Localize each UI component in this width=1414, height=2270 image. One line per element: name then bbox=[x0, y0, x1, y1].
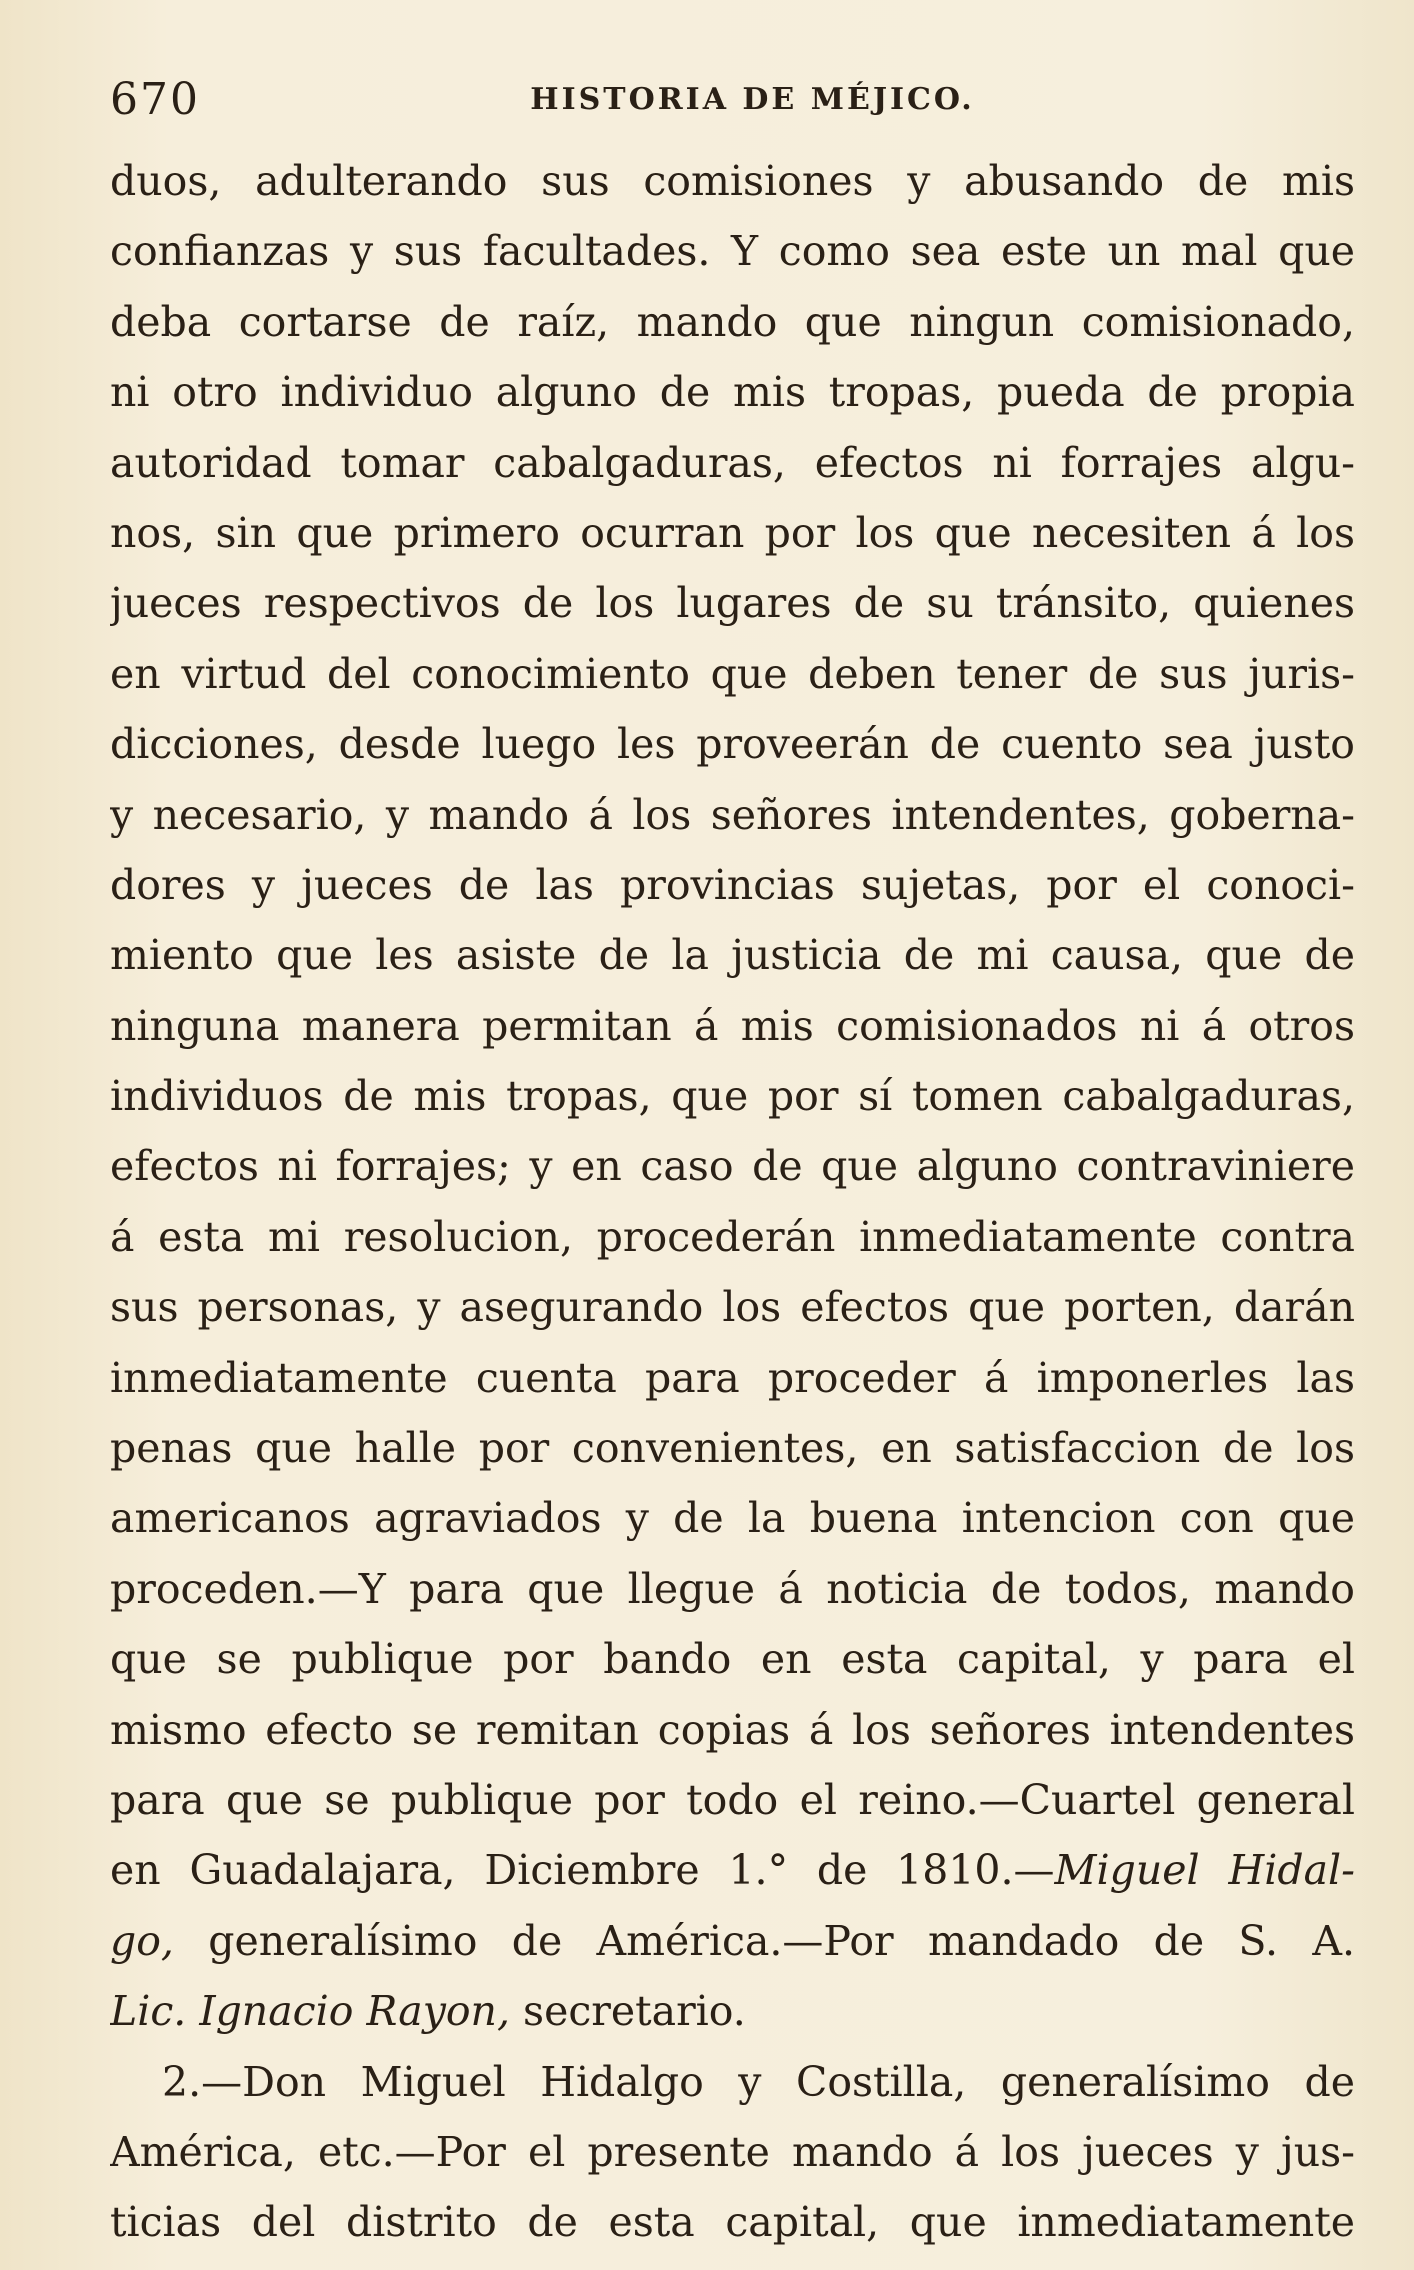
text-line: y necesario, y mando á los señores intendentes, goberna- bbox=[110, 790, 1355, 839]
text-line: América, etc.—Por el presente mando á los jueces y jus- bbox=[110, 2127, 1355, 2176]
body-text bbox=[110, 146, 1355, 2258]
signatory-name-italic: Miguel Hidal- bbox=[1054, 1846, 1355, 1895]
text-line: individuos de mis tropas, que por sí tomen cabalgaduras, bbox=[110, 1072, 1355, 1121]
running-title: HISTORIA DE MÉJICO. bbox=[530, 82, 975, 117]
text-line: efectos ni forrajes; y en caso de que alguno contraviniere bbox=[110, 1142, 1355, 1191]
text-line-signatory-title bbox=[110, 1906, 1355, 1976]
text-line: duos, adulterando sus comisiones y abusando de mis bbox=[110, 157, 1355, 205]
text-line: dores y jueces de las provincias sujetas, por el conoci- bbox=[110, 860, 1355, 909]
page-number: 670 bbox=[110, 74, 200, 125]
text-line-secretary bbox=[110, 1976, 1355, 2046]
text-line: penas que halle por convenientes, en satisfaccion de los bbox=[110, 1424, 1355, 1473]
text-line: jueces respectivos de los lugares de su tránsito, quienes bbox=[110, 579, 1355, 628]
page-header bbox=[110, 70, 1355, 130]
text-line: en virtud del conocimiento que deben tener de sus juris- bbox=[110, 649, 1355, 698]
text-line: inmediatamente cuenta para proceder á imponerles las bbox=[110, 1353, 1355, 1402]
text-line: dicciones, desde luego les proveerán de cuento sea justo bbox=[110, 720, 1355, 769]
text-line: que se publique por bando en esta capital, y para el bbox=[110, 1635, 1355, 1684]
text-line-signature-date bbox=[110, 1835, 1355, 1905]
text-line: mismo efecto se remitan copias á los señores intendentes bbox=[110, 1705, 1355, 1754]
text-line: á esta mi resolucion, procederán inmediatamente contra bbox=[110, 1212, 1355, 1261]
text-line: ticias del distrito de esta capital, que inmediatamente bbox=[110, 2198, 1355, 2247]
secretary-title-text: secretario. bbox=[510, 1987, 746, 2036]
text-line-section-2: 2.—Don Miguel Hidalgo y Costilla, generalísimo de bbox=[162, 2057, 1355, 2106]
text-line: proceden.—Y para que llegue á noticia de todos, mando bbox=[110, 1564, 1355, 1613]
secretary-name-italic: Lic. Ignacio Rayon, bbox=[110, 1987, 510, 2036]
date-text: en Guadalajara, Diciembre 1.° de 1810.— bbox=[110, 1846, 1055, 1895]
signatory-name-italic-end: go, bbox=[110, 1916, 174, 1965]
text-line: nos, sin que primero ocurran por los que necesiten á los bbox=[110, 508, 1355, 557]
text-line: ninguna manera permitan á mis comisionados ni á otros bbox=[110, 1001, 1355, 1050]
text-line: confianzas y sus facultades. Y como sea este un mal que bbox=[110, 227, 1355, 276]
signatory-title-text: generalísimo de América.—Por mandado de S. A. bbox=[173, 1916, 1355, 1965]
text-line: americanos agraviados y de la buena intencion con que bbox=[110, 1494, 1355, 1543]
text-line: miento que les asiste de la justicia de mi causa, que de bbox=[110, 931, 1355, 980]
text-line: ni otro individuo alguno de mis tropas, pueda de propia bbox=[110, 368, 1355, 417]
text-line: autoridad tomar cabalgaduras, efectos ni forrajes algu- bbox=[110, 438, 1355, 487]
text-line: sus personas, y asegurando los efectos que porten, darán bbox=[110, 1283, 1355, 1332]
text-line: para que se publique por todo el reino.—Cuartel general bbox=[110, 1775, 1355, 1824]
text-line: deba cortarse de raíz, mando que ningun comisionado, bbox=[110, 297, 1355, 346]
